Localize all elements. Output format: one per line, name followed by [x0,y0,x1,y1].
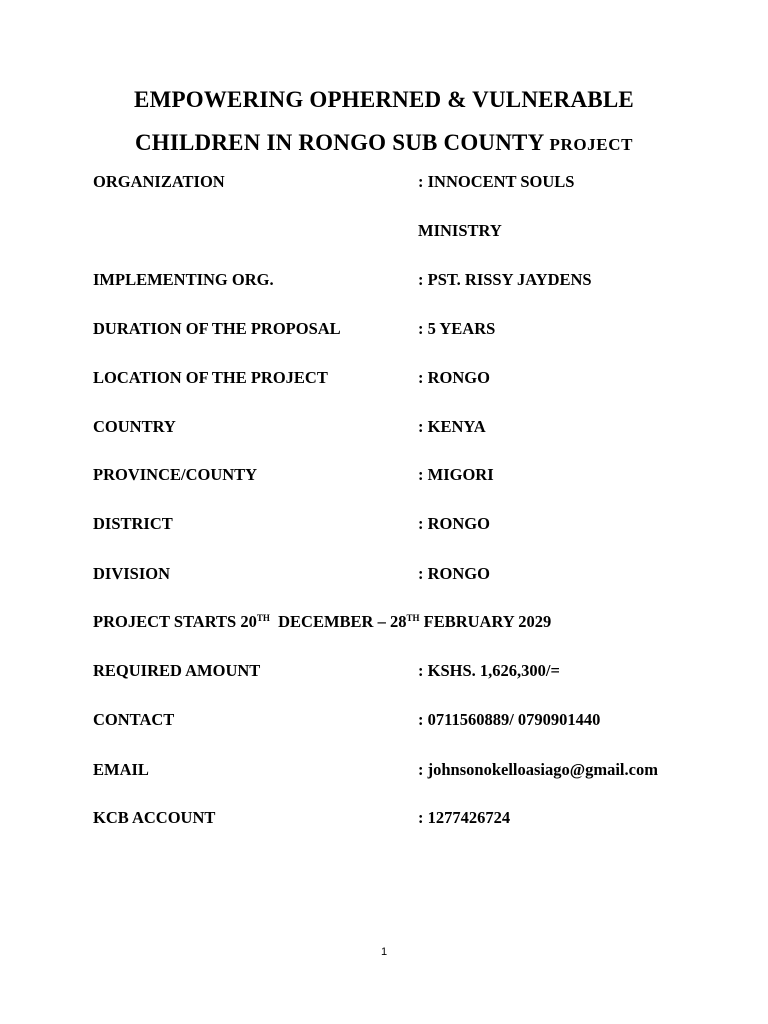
field-value-continued: MINISTRY [418,221,502,240]
field-organization [93,172,733,194]
field-implementing-org [93,270,733,292]
field-location [93,368,733,390]
field-value: : 0711560889/ 0790901440 [418,710,601,729]
field-kcb-account [93,808,733,830]
field-value: : RONGO [418,514,490,533]
field-value: : INNOCENT SOULS [418,172,575,191]
field-label: COUNTRY [93,417,176,436]
field-value: : KSHS. 1,626,300/= [418,661,560,680]
field-project-starts [93,612,733,634]
project-dates-text [93,612,551,632]
field-value: : KENYA [418,417,486,436]
field-value: : RONGO [418,368,490,387]
field-value: : 5 YEARS [418,319,496,338]
field-label: IMPLEMENTING ORG. [93,270,274,289]
field-label: ORGANIZATION [93,172,225,191]
field-division [93,564,733,586]
field-label: PROVINCE/COUNTY [93,465,258,484]
project-dates-part-3: FEBRUARY 2029 [419,612,552,631]
field-value: : 1277426724 [418,808,511,827]
project-dates-part-1: PROJECT STARTS 20 [93,612,257,631]
document-title-line-2 [0,130,768,156]
document-title-line-1: EMPOWERING OPHERNED & VULNERABLE [134,87,634,112]
field-value: : MIGORI [418,465,494,484]
field-label: DURATION OF THE PROPOSAL [93,319,341,338]
field-province [93,465,733,487]
ordinal-suffix: TH [256,613,270,623]
field-label: DIVISION [93,564,171,583]
field-district [93,514,733,536]
ordinal-suffix: TH [406,613,420,623]
project-dates-part-2: DECEMBER – 28 [269,612,407,631]
field-value: : RONGO [418,564,490,583]
field-label: EMAIL [93,760,149,779]
title-line-2-main: CHILDREN IN RONGO SUB COUNTY [134,130,544,155]
field-label: DISTRICT [93,514,173,533]
field-organization-continued [93,221,733,243]
page-number: 1 [380,946,388,958]
field-country [93,417,733,439]
field-email [93,760,733,782]
title-line-2-suffix: PROJECT [549,135,634,154]
field-label: REQUIRED AMOUNT [93,661,261,680]
field-duration [93,319,733,341]
field-label: KCB ACCOUNT [93,808,216,827]
field-value: : PST. RISSY JAYDENS [418,270,592,289]
field-label: LOCATION OF THE PROJECT [93,368,328,387]
field-label: CONTACT [93,710,175,729]
field-required-amount [93,661,733,683]
field-value: : johnsonokelloasiago@gmail.com [418,760,658,779]
field-contact [93,710,733,732]
